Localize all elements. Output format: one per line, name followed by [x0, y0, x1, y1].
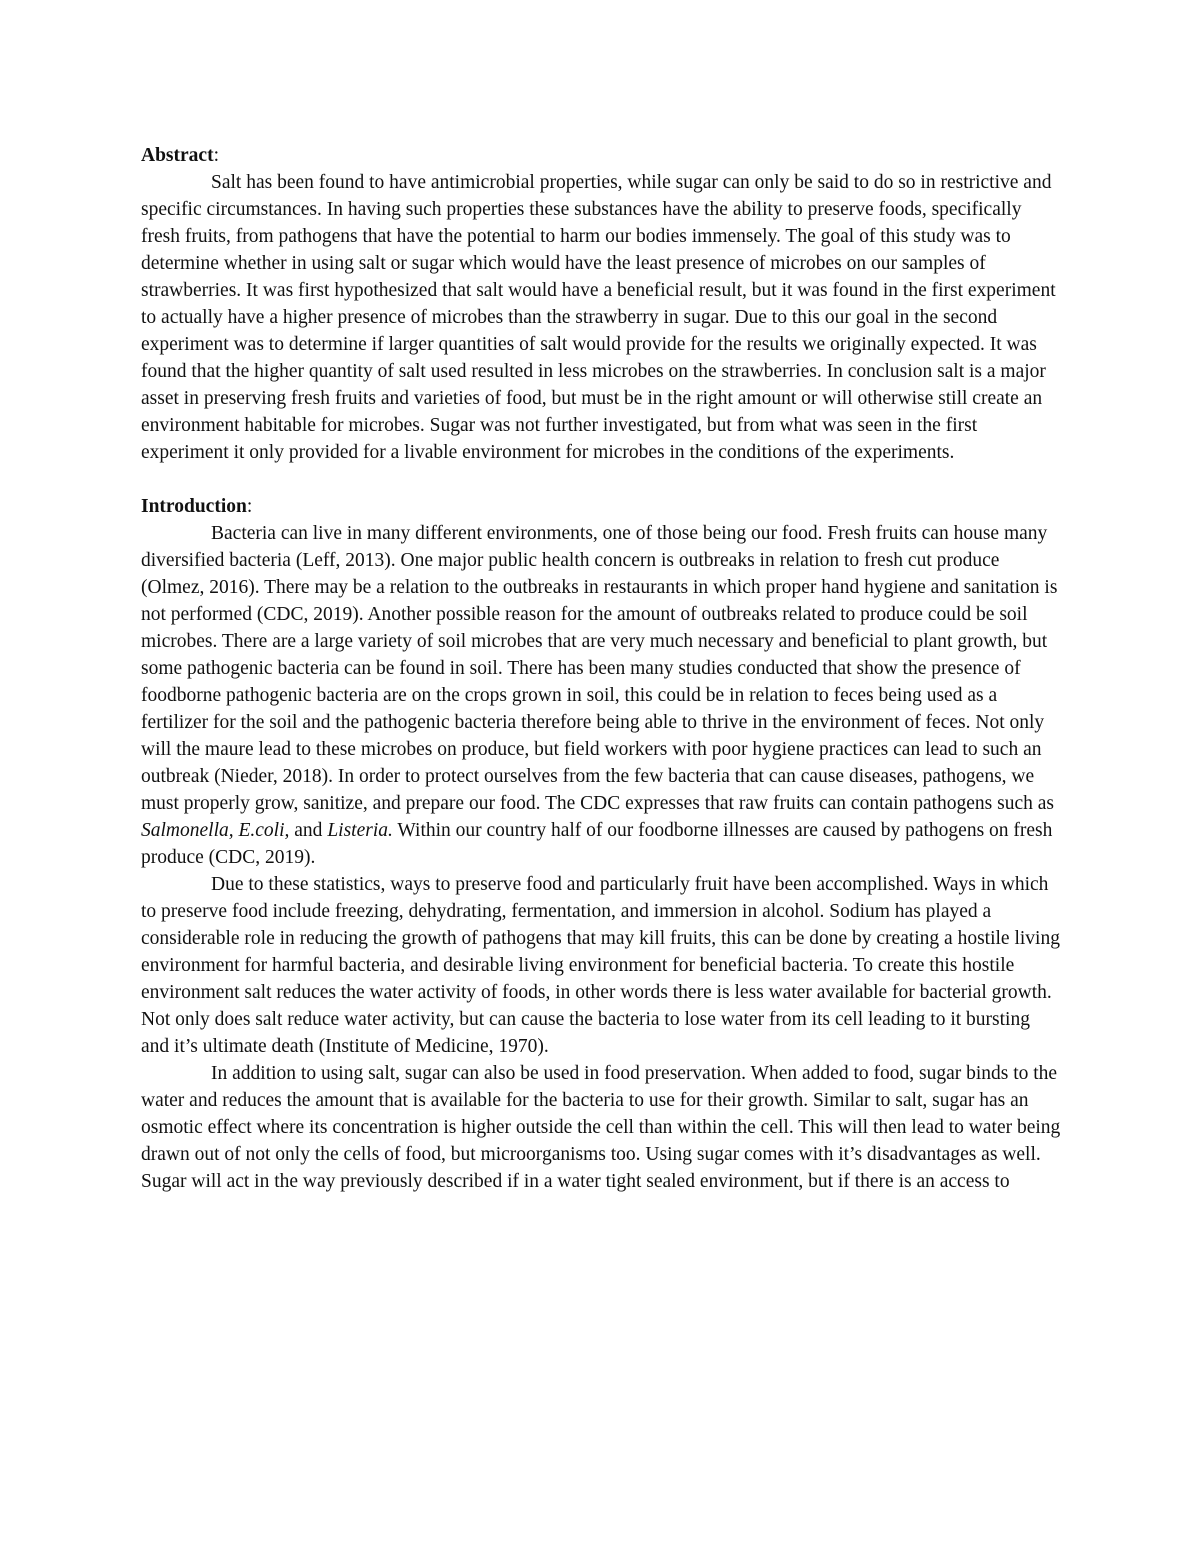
introduction-heading-colon: : [246, 496, 253, 517]
intro-p1-listeria-italic: Listeria. [327, 820, 393, 841]
intro-p1-text-end: Within our country half of our foodborne illnesses are caused by pathogens on fresh produce (CDC, 2019). [141, 820, 1053, 868]
introduction-paragraph-2: Due to these statistics, ways to preserve food and particularly fruit have been accomplished. Ways in which to preserve food include freezing, dehydrating, fermentation, and immersion in alcohol. Sodium has played a considerable role in reducing the growth of pathogens that may kill fruits, this can be done by creating a hostile living environment for harmful bacteria, and desirable living environment for beneficial bacteria. To create this hostile environment salt reduces the water activity of foods, in other words there is less water available for bacterial growth. Not only does salt reduce water activity, but can cause the bacteria to lose water from its cell leading to it bursting and it’s ultimate death (Institute of Medicine, 1970). [141, 874, 1060, 1057]
intro-p1-and: and [289, 820, 328, 841]
abstract-paragraph: Salt has been found to have antimicrobial properties, while sugar can only be said to do so in restrictive and specific circumstances. In having such properties these substances have the ability to preserve foods, specifically fresh fruits, from pathogens that have the potential to harm our bodies immensely. The goal of this study was to determine whether in using salt or sugar which would have the least presence of microbes on our samples of strawberries. It was first hypothesized that salt would have a beneficial result, but it was found in the first experiment to actually have a higher presence of microbes than the strawberry in sugar. Due to this our goal in the second experiment was to determine if larger quantities of salt would provide for the results we originally expected. It was found that the higher quantity of salt used resulted in less microbes on the strawberries. In conclusion salt is a major asset in preserving fresh fruits and varieties of food, but must be in the right amount or will otherwise still create an environment habitable for microbes. Sugar was not further investigated, but from what was seen in the first experiment it only provided for a livable environment for microbes in the conditions of the experiments. [141, 172, 1056, 463]
abstract-heading-label: Abstract [141, 145, 214, 166]
introduction-paragraph-3: In addition to using salt, sugar can also be used in food preservation. When added to food, sugar binds to the water and reduces the amount that is available for the bacteria to use for their growth. Similar to salt, sugar has an osmotic effect where its concentration is higher outside the cell than within the cell. This will then lead to water being drawn out of not only the cells of food, but microorganisms too. Using sugar comes with it’s disadvantages as well. Sugar will act in the way previously described if in a water tight sealed environment, but if there is an access to [141, 1063, 1061, 1192]
introduction-paragraph-1 [141, 520, 1061, 871]
document-body [141, 142, 1061, 1195]
section-spacer [141, 466, 1061, 493]
intro-p1-pathogens-italic: Salmonella, E.coli, [141, 820, 290, 841]
abstract-heading [141, 142, 1061, 169]
introduction-heading [141, 493, 1061, 520]
introduction-heading-label: Introduction [141, 496, 247, 517]
abstract-heading-colon: : [213, 145, 219, 166]
intro-p1-text-start: Bacteria can live in many different environments, one of those being our food. Fresh fruits can house many diversified bacteria (Leff, 2013). One major public health concern is outbreaks in relation to fresh cut produce (Olmez, 2016). There may be a relation to the outbreaks in restaurants in which proper hand hygiene and sanitation is not performed (CDC, 2019). Another possible reason for the amount of outbreaks related to produce could be soil microbes. There are a large variety of soil microbes that are very much necessary and beneficial to plant growth, but some pathogenic bacteria can be found in soil. There has been many studies conducted that show the presence of foodborne pathogenic bacteria are on the crops grown in soil, this could be in relation to feces being used as a fertilizer for the soil and the pathogenic bacteria therefore being able to thrive in the environment of feces. Not only will the maure lead to these microbes on produce, but field workers with poor hygiene practices can lead to such an outbreak (Nieder, 2018). In order to protect ourselves from the few bacteria that can cause diseases, pathogens, we must properly grow, sanitize, and prepare our food. The CDC expresses that raw fruits can contain pathogens such as [141, 523, 1058, 814]
